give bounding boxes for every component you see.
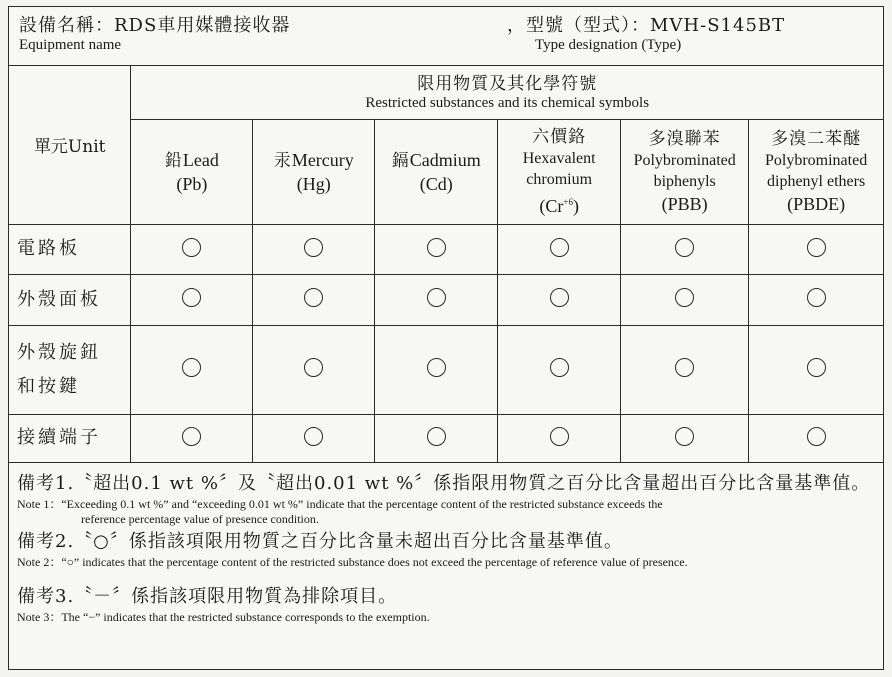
substance-table — [9, 66, 883, 463]
circle-mark-icon — [550, 238, 569, 257]
table-row — [9, 224, 883, 274]
table-row — [9, 274, 883, 325]
note-1: 備考1.〝超出0.1 wt %〞及〝超出0.01 wt %〞係指限用物質之百分比含量超出百分比含量基準值。 Note 1：“Exceeding 0.1 wt %” and “exceeding 0.01 wt %” indicate that the percentage content of the restricted substance exceeds the reference percentage value of presence condition. — [17, 472, 871, 526]
circle-mark-icon — [550, 427, 569, 446]
table-row — [9, 414, 883, 462]
equipment-name-block — [19, 15, 290, 54]
circle-mark-icon — [675, 238, 694, 257]
row-label: 接續端子 — [9, 414, 131, 462]
equipment-value: RDS車用媒體接收器 — [114, 15, 291, 36]
type-designation-block — [507, 15, 785, 54]
col-mercury: 汞Mercury (Hg) — [253, 119, 375, 224]
circle-mark-icon — [807, 288, 826, 307]
circle-mark-icon — [427, 238, 446, 257]
col-cadmium: 鎘Cadmium (Cd) — [375, 119, 498, 224]
col-pbb: 多溴聯苯 Polybrominated biphenyls (PBB) — [621, 119, 749, 224]
circle-mark-icon — [304, 427, 323, 446]
circle-mark-icon — [304, 238, 323, 257]
equipment-label-en: Equipment name — [19, 37, 122, 53]
rohs-declaration-sheet — [8, 6, 884, 670]
circle-mark-icon — [427, 427, 446, 446]
circle-mark-icon — [427, 288, 446, 307]
circle-mark-icon — [182, 427, 201, 446]
row-label: 外殼旋鈕 和按鍵 — [9, 325, 131, 414]
circle-mark-icon — [807, 427, 826, 446]
col-pbde: 多溴二苯醚 Polybrominated diphenyl ethers (PBDE) — [749, 119, 883, 224]
equipment-label: 設備名稱： — [19, 15, 114, 36]
type-value: MVH-S145BT — [650, 15, 786, 36]
type-label: ，型號（型式）： — [507, 15, 650, 36]
note-2: 備考2.〝○〞係指該項限用物質之百分比含量未超出百分比含量基準值。 Note 2：“○” indicates that the percentage content of the restricted substance does not exceed the percentage of reference value of presence. — [17, 530, 688, 569]
circle-mark-icon — [427, 358, 446, 377]
restricted-substances-header: 限用物質及其化學符號 Restricted substances and its chemical symbols — [131, 66, 883, 119]
notes-section — [9, 463, 883, 625]
circle-mark-icon — [182, 358, 201, 377]
circle-mark-icon — [675, 358, 694, 377]
type-label-en: Type designation (Type) — [535, 37, 682, 53]
col-lead: 鉛Lead (Pb) — [131, 119, 253, 224]
circle-mark-icon — [807, 358, 826, 377]
circle-mark-icon — [304, 358, 323, 377]
note-3: 備考3.〝－〞係指該項限用物質為排除項目。 Note 3：The “−” indicates that the restricted substance corresponds to the exemption. — [17, 585, 430, 624]
circle-mark-icon — [550, 358, 569, 377]
circle-mark-icon — [675, 427, 694, 446]
circle-mark-icon — [550, 288, 569, 307]
circle-mark-icon — [304, 288, 323, 307]
circle-mark-icon — [675, 288, 694, 307]
unit-header: 單元Unit — [9, 66, 131, 224]
row-label: 電路板 — [9, 224, 131, 274]
row-label: 外殼面板 — [9, 274, 131, 325]
table-row — [9, 325, 883, 414]
col-hexavalent-chromium: 六價鉻 Hexavalent chromium $(Cr^{+6})$ — [498, 119, 621, 224]
document-header — [9, 7, 883, 66]
circle-mark-icon — [182, 238, 201, 257]
circle-mark-icon — [182, 288, 201, 307]
circle-mark-icon — [807, 238, 826, 257]
